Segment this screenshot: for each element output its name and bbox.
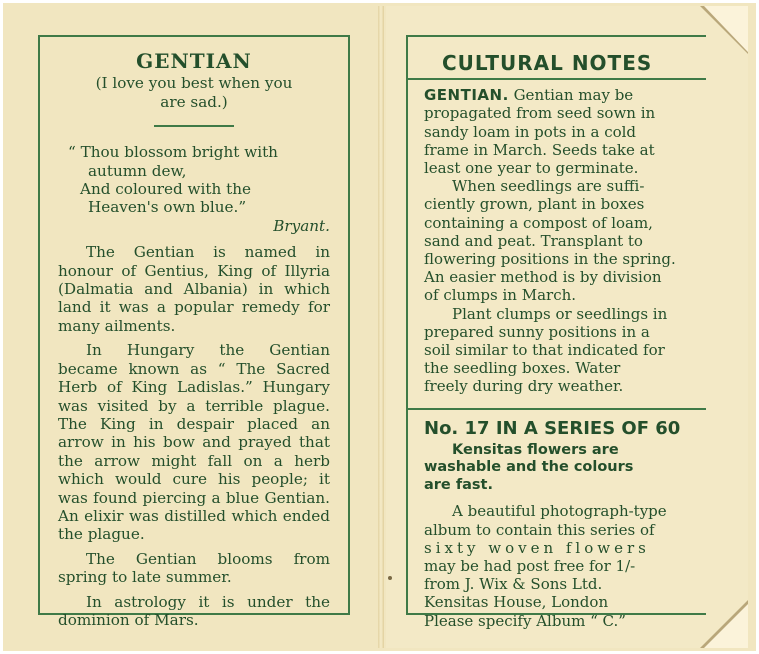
- note-line: of clumps in March.: [424, 286, 577, 305]
- poem-author: Bryant.: [273, 216, 330, 235]
- history-paragraph: The Gentian is named in honour of Gentius, King of Illyria (Dalmatia and Albania) in which land it was a popular remedy for many ailments.: [58, 243, 330, 335]
- note-line: least one year to germinate.: [424, 159, 639, 178]
- astrology-paragraph: In astrology it is under the dominion of Mars.: [58, 592, 330, 629]
- note-line: prepared sunny positions in a: [424, 322, 650, 341]
- right-panel: [424, 48, 700, 630]
- album-line: from J. Wix & Sons Ltd.: [424, 575, 603, 594]
- album-line: may be had post free for 1/-: [424, 556, 636, 575]
- album-line: Please specify Album “ C.”: [424, 611, 626, 630]
- series-number: No. 17 IN A SERIES OF 60: [424, 417, 681, 439]
- title-divider: [406, 78, 706, 80]
- legend-paragraph: In Hungary the Gentian became known as “ The Sacred Herb of King Ladislas.” Hungary was visited by a terrible plague. The King in despair placed an arrow in his bow and prayed that the arrow might fall on a herb which would cure his people; it was found piercing a blue Gentian. An elixir was distilled which ended the plague.: [58, 341, 330, 544]
- flower-title: GENTIAN: [136, 49, 252, 73]
- poem-line: Heaven's own blue.”: [88, 198, 247, 217]
- note-line: containing a compost of loam,: [424, 213, 653, 232]
- note-line: propagated from seed sown in: [424, 104, 656, 123]
- print-speck: [388, 576, 392, 580]
- gentian-lead: GENTIAN.: [424, 86, 509, 105]
- notice-line: washable and the colours: [424, 459, 634, 476]
- note-line: When seedlings are suffi-: [452, 177, 645, 196]
- note-line: ciently grown, plant in boxes: [424, 195, 645, 214]
- poem-line: And coloured with the: [80, 180, 251, 199]
- left-panel: [58, 48, 330, 635]
- series-divider: [406, 408, 706, 410]
- album-line: A beautiful photograph-type: [452, 502, 667, 521]
- bloom-paragraph: The Gentian blooms from spring to late summer.: [58, 549, 330, 587]
- note-line: Gentian may be: [513, 86, 634, 105]
- note-line: frame in March. Seeds take at: [424, 140, 655, 159]
- note-line: sand and peat. Transplant to: [424, 231, 643, 250]
- washable-notice: [424, 442, 700, 495]
- propagation-paragraph: [424, 86, 700, 177]
- divider-rule: [154, 125, 234, 127]
- flower-meaning: [58, 74, 330, 111]
- album-offer: [424, 502, 700, 629]
- note-line: sandy loam in pots in a cold: [424, 122, 637, 141]
- note-line: flowering positions in the spring.: [424, 250, 676, 269]
- cultural-notes-title: CULTURAL NOTES: [442, 51, 653, 75]
- note-line: freely during dry weather.: [424, 377, 624, 396]
- note-line: Plant clumps or seedlings in: [452, 304, 668, 323]
- poem-quote: [68, 143, 330, 235]
- seedlings-paragraph: [424, 177, 700, 304]
- poem-line: autumn dew,: [88, 161, 187, 180]
- note-line: An easier method is by division: [424, 268, 662, 287]
- album-line: album to contain this series of: [424, 520, 655, 539]
- note-line: soil similar to that indicated for: [424, 341, 665, 360]
- note-line: the seedling boxes. Water: [424, 359, 621, 378]
- poem-line: “ Thou blossom bright with: [68, 143, 278, 162]
- notice-line: are fast.: [424, 476, 493, 493]
- album-line: sixty woven flowers: [424, 538, 650, 557]
- flower-meaning-line: are sad.): [160, 92, 228, 111]
- album-line: Kensitas House, London: [424, 593, 609, 612]
- planting-paragraph: [424, 305, 700, 396]
- notice-line: Kensitas flowers are: [452, 441, 619, 458]
- flower-meaning-line: (I love you best when you: [95, 74, 293, 93]
